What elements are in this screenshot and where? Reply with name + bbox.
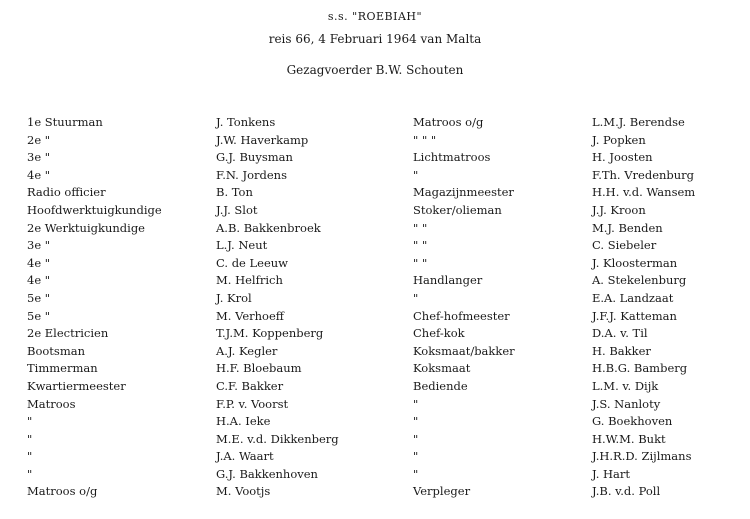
crew-rank: " <box>27 431 33 446</box>
crew-name: F.Th. Vredenburg <box>592 167 695 182</box>
crew-name: J.B. v.d. Poll <box>592 484 661 499</box>
crew-rank: " <box>27 414 33 429</box>
crew-name: A.J. Kegler <box>216 343 278 358</box>
crew-rank: 2e Electricien <box>27 326 109 341</box>
crew-rank: " <box>413 290 419 305</box>
crew-name: M.E. v.d. Dikkenberg <box>216 431 339 446</box>
crew-name: M. Helfrich <box>216 273 283 288</box>
crew-rank: Kwartiermeester <box>27 378 126 393</box>
crew-rank: Koksmaat/bakker <box>413 343 515 358</box>
crew-name: H.A. Ieke <box>216 414 271 429</box>
crew-name: L.J. Neut <box>216 238 268 253</box>
crew-rank: Magazijnmeester <box>413 185 514 200</box>
crew-name: A. Stekelenburg <box>592 273 687 288</box>
captain-line: Gezagvoerder B.W. Schouten <box>286 63 464 77</box>
crew-rank: Radio officier <box>27 185 106 200</box>
crew-name: F.N. Jordens <box>216 167 287 182</box>
crew-name: D.A. v. Til <box>592 326 648 341</box>
crew-name: J.S. Nanloty <box>592 396 661 411</box>
crew-name: L.M.J. Berendse <box>592 115 685 129</box>
crew-rank: Chef-kok <box>413 326 465 341</box>
crew-name: L.M. v. Dijk <box>592 378 659 393</box>
crew-name: J.W. Haverkamp <box>216 132 309 147</box>
voyage-line: reis 66, 4 Februari 1964 van Malta <box>268 32 482 46</box>
crew-name: C. de Leeuw <box>216 255 289 270</box>
crew-rank: Matroos <box>27 396 76 411</box>
crew-name: H.F. Bloebaum <box>216 361 302 376</box>
crew-name: M. Verhoeff <box>216 308 284 323</box>
crew-name: H.B.G. Bamberg <box>592 361 688 376</box>
crew-name: J. Hart <box>592 466 631 481</box>
crew-rank: 4e " <box>27 167 51 182</box>
crew-name: J.A. Waart <box>216 449 274 464</box>
crew-name: J.F.J. Katteman <box>592 308 677 323</box>
crew-name: T.J.M. Koppenberg <box>216 326 324 341</box>
crew-rank: Handlanger <box>413 273 483 288</box>
crew-name: J.J. Slot <box>216 202 258 217</box>
crew-name: M. Vootjs <box>216 484 271 499</box>
left-ranks-column <box>27 114 162 501</box>
crew-rank: 4e " <box>27 255 51 270</box>
crew-rank: 2e " <box>27 132 51 147</box>
crew-rank: " " <box>413 238 428 253</box>
crew-rank: 4e " <box>27 273 51 288</box>
crew-rank: Bootsman <box>27 343 85 358</box>
crew-rank: " <box>413 431 419 446</box>
crew-rank: Hoofdwerktuigkundige <box>27 202 162 217</box>
crew-rank: Verpleger <box>413 484 471 499</box>
crew-rank: Matroos o/g <box>413 115 484 129</box>
crew-name: J. Krol <box>216 290 252 305</box>
crew-rank: " " <box>413 255 428 270</box>
crew-rank: " " " <box>413 132 437 147</box>
crew-name: C. Siebeler <box>592 238 657 253</box>
right-ranks-column <box>413 114 515 501</box>
crew-rank: " " <box>413 220 428 235</box>
crew-rank: " <box>27 466 33 481</box>
crew-rank: 5e " <box>27 308 51 323</box>
crew-name: H. Bakker <box>592 343 651 358</box>
crew-name: H.H. v.d. Wansem <box>592 185 696 200</box>
crew-name: C.F. Bakker <box>216 378 284 393</box>
crew-name: G.J. Buysman <box>216 150 293 165</box>
ship-name: s.s. "ROEBIAH" <box>327 10 423 23</box>
crew-rank: 3e " <box>27 238 51 253</box>
crew-name: F.P. v. Voorst <box>216 396 289 411</box>
crew-rank: Koksmaat <box>413 361 471 376</box>
crew-rank: Stoker/olieman <box>413 202 502 217</box>
crew-name: J. Tonkens <box>216 115 276 129</box>
crew-rank: 5e " <box>27 290 51 305</box>
crew-name: A.B. Bakkenbroek <box>216 220 321 235</box>
crew-name: E.A. Landzaat <box>592 290 674 305</box>
crew-name: H. Joosten <box>592 150 653 165</box>
crew-name: M.J. Benden <box>592 220 663 235</box>
crew-rank: Timmerman <box>27 361 98 376</box>
crew-rank: 2e Werktuigkundige <box>27 220 145 235</box>
crew-rank: 1e Stuurman <box>27 115 103 129</box>
crew-rank: " <box>413 449 419 464</box>
crew-name: J. Popken <box>592 132 646 147</box>
right-names-column <box>592 114 695 501</box>
crew-rank: Matroos o/g <box>27 484 98 499</box>
crew-name: G.J. Bakkenhoven <box>216 466 318 481</box>
crew-name: J.J. Kroon <box>592 202 646 217</box>
crew-rank: Chef-hofmeester <box>413 308 510 323</box>
crew-rank: 3e " <box>27 150 51 165</box>
crew-name: B. Ton <box>216 185 253 200</box>
crew-rank: " <box>413 414 419 429</box>
crew-name: J.H.R.D. Zijlmans <box>592 449 692 464</box>
crew-rank: " <box>413 167 419 182</box>
crew-rank: Bediende <box>413 378 468 393</box>
crew-rank: " <box>27 449 33 464</box>
crew-name: G. Boekhoven <box>592 414 673 429</box>
crew-name: H.W.M. Bukt <box>592 431 666 446</box>
crew-rank: " <box>413 466 419 481</box>
crew-rank: Lichtmatroos <box>413 150 491 165</box>
crew-name: J. Kloosterman <box>592 255 678 270</box>
crew-rank: " <box>413 396 419 411</box>
left-names-column <box>216 114 339 501</box>
